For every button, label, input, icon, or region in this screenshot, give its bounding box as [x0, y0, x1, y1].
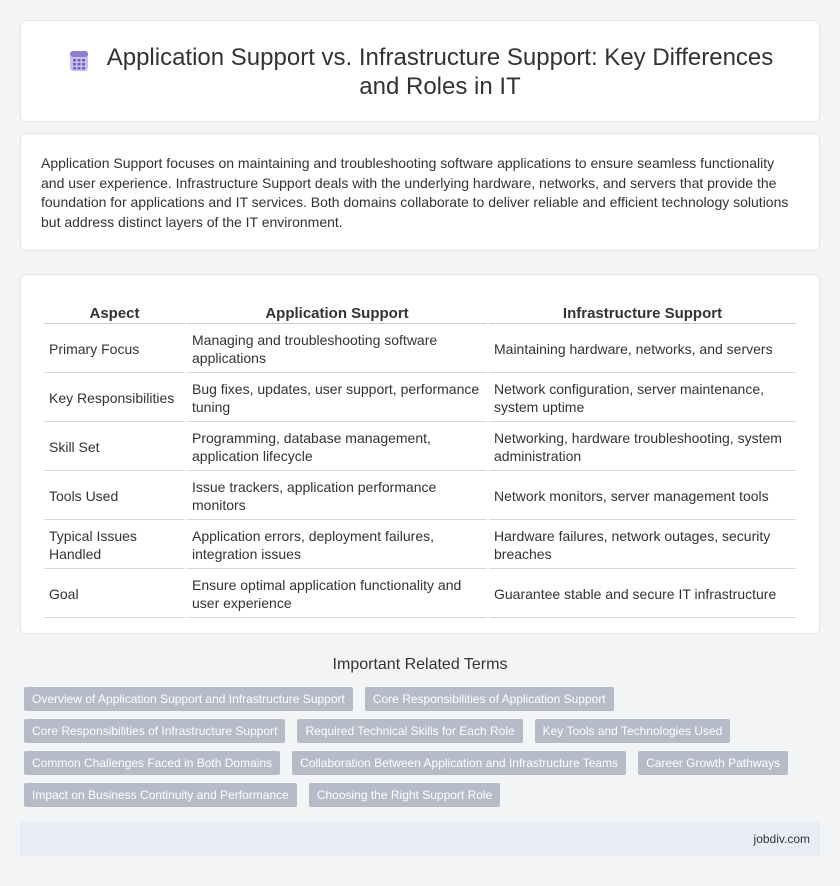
table-row — [44, 473, 796, 520]
page-title: Application Support vs. Infrastructure Support: Key Differences and Roles in IT — [106, 44, 774, 100]
header-application-support: Application Support — [187, 297, 487, 324]
table-row — [44, 522, 796, 569]
related-term-tag[interactable]: Key Tools and Technologies Used — [535, 719, 731, 743]
related-terms-list — [20, 687, 820, 807]
table-cell-application: Application errors, deployment failures, integration issues — [187, 522, 487, 569]
header-card — [20, 20, 820, 122]
table-cell-application: Programming, database management, application lifecycle — [187, 424, 487, 471]
header-aspect: Aspect — [44, 297, 185, 324]
header-infrastructure-support: Infrastructure Support — [489, 297, 796, 324]
table-row — [44, 571, 796, 618]
related-term-tag[interactable]: Core Responsibilities of Application Support — [365, 687, 614, 711]
table-cell-application: Issue trackers, application performance monitors — [187, 473, 487, 520]
table-cell-infrastructure: Networking, hardware troubleshooting, system administration — [489, 424, 796, 471]
related-term-tag[interactable]: Required Technical Skills for Each Role — [297, 719, 522, 743]
intro-paragraph: Application Support focuses on maintaining and troubleshooting software applications to ensure seamless functionality and user experience. Infrastructure Support deals with the underlying hardware, networks, and servers that provide the foundation for applications and IT services. Both domains collaborate to deliver reliable and efficient technology solutions but address distinct layers of the IT environment. — [41, 155, 789, 230]
table-cell-application: Ensure optimal application functionality and user experience — [187, 571, 487, 618]
table-cell-infrastructure: Maintaining hardware, networks, and servers — [489, 326, 796, 373]
table-cell-aspect: Tools Used — [44, 473, 185, 520]
table-cell-infrastructure: Network configuration, server maintenance, system uptime — [489, 375, 796, 422]
table-cell-aspect: Key Responsibilities — [44, 375, 185, 422]
related-term-tag[interactable]: Choosing the Right Support Role — [309, 783, 500, 807]
comparison-table-card — [20, 274, 820, 634]
related-term-tag[interactable]: Overview of Application Support and Infrastructure Support — [24, 687, 353, 711]
table-cell-aspect: Goal — [44, 571, 185, 618]
table-row — [44, 375, 796, 422]
related-term-tag[interactable]: Core Responsibilities of Infrastructure Support — [24, 719, 285, 743]
table-cell-aspect: Typical Issues Handled — [44, 522, 185, 569]
table-cell-application: Managing and troubleshooting software applications — [187, 326, 487, 373]
intro-card — [20, 133, 820, 251]
related-term-tag[interactable]: Common Challenges Faced in Both Domains — [24, 751, 280, 775]
table-header-row — [44, 297, 796, 324]
comparison-table — [42, 295, 798, 620]
footer — [20, 822, 820, 856]
related-terms-title: Important Related Terms — [332, 656, 508, 673]
related-term-tag[interactable]: Collaboration Between Application and Infrastructure Teams — [292, 751, 626, 775]
table-cell-infrastructure: Hardware failures, network outages, security breaches — [489, 522, 796, 569]
related-term-tag[interactable]: Impact on Business Continuity and Performance — [24, 783, 297, 807]
table-cell-aspect: Primary Focus — [44, 326, 185, 373]
footer-site-link[interactable]: jobdiv.com — [753, 832, 810, 846]
table-cell-aspect: Skill Set — [44, 424, 185, 471]
related-term-tag[interactable]: Career Growth Pathways — [638, 751, 788, 775]
table-cell-infrastructure: Guarantee stable and secure IT infrastructure — [489, 571, 796, 618]
table-cell-infrastructure: Network monitors, server management tools — [489, 473, 796, 520]
table-row — [44, 326, 796, 373]
table-cell-application: Bug fixes, updates, user support, performance tuning — [187, 375, 487, 422]
table-row — [44, 424, 796, 471]
